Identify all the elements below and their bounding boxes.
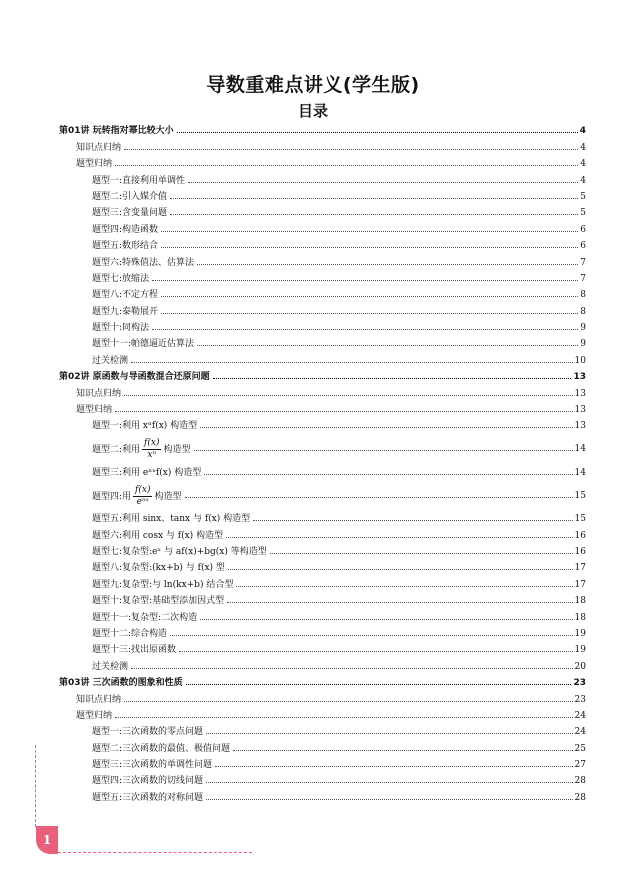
- dot-leader: [215, 766, 573, 767]
- toc-page-number: 4: [580, 175, 586, 186]
- dot-leader: [124, 701, 573, 702]
- toc-entry-label: 第03讲 三次函数的图象和性质: [59, 678, 183, 689]
- toc-page-number: 23: [573, 678, 586, 689]
- dot-leader: [227, 602, 572, 603]
- toc-entry[interactable]: [59, 524, 586, 540]
- dot-leader: [188, 182, 578, 183]
- toc-entry[interactable]: [59, 573, 586, 589]
- toc-entry[interactable]: [59, 606, 586, 622]
- dot-leader: [236, 586, 572, 587]
- toc-entry[interactable]: [59, 557, 586, 573]
- toc-entry-label: 题型五:三次函数的对称问题: [92, 792, 204, 803]
- toc-page-number: 19: [574, 628, 586, 639]
- dot-leader: [185, 497, 573, 498]
- dot-leader: [233, 750, 573, 751]
- toc-entry-label: 题型一:三次函数的零点问题: [92, 727, 204, 738]
- toc-entry[interactable]: [59, 317, 586, 333]
- toc-entry-label: 题型十二:综合构造: [92, 628, 168, 639]
- dot-leader: [124, 149, 578, 150]
- toc-page-number: 14: [574, 467, 586, 478]
- toc-entry-label: 题型八:复杂型:(kx+b) 与 f(x) 型: [92, 563, 225, 574]
- dot-leader: [115, 411, 573, 412]
- toc-page-number: 4: [579, 126, 586, 137]
- toc-entry[interactable]: [59, 623, 586, 639]
- dot-leader: [115, 717, 573, 718]
- fraction: $\frac{f(x)}{\text{eⁿˣ}}$: [135, 484, 151, 507]
- page-border-decoration: [58, 852, 252, 853]
- toc-page-number: 8: [580, 290, 586, 301]
- toc-page-number: 5: [580, 208, 586, 219]
- dot-leader: [206, 782, 573, 783]
- dot-leader: [179, 651, 573, 652]
- toc-chapter[interactable]: [59, 120, 586, 136]
- toc-entry-label: 过关检测: [92, 661, 129, 672]
- toc-entry[interactable]: [59, 399, 586, 415]
- toc-entry[interactable]: [59, 461, 586, 477]
- toc-entry-label: 题型四:构造函数: [92, 224, 159, 235]
- toc-entry-label: 题型一:利用 xⁿf(x) 构造型: [92, 421, 198, 432]
- toc-page-number: 17: [574, 579, 586, 590]
- toc-page-number: 28: [574, 792, 586, 803]
- toc-entry-label: 题型七:复杂型:eˣ 与 af(x)+bg(x) 等构造型: [92, 546, 267, 557]
- toc-heading: 目录: [297, 102, 328, 120]
- toc-entry[interactable]: [59, 786, 586, 802]
- toc-chapter[interactable]: [59, 672, 586, 688]
- toc-page-number: 16: [574, 530, 586, 541]
- toc-entry-label: 题型四:用 $\frac{f(x)}{\text{eⁿˣ}}$ 构造型: [92, 484, 182, 507]
- dot-leader: [124, 395, 573, 396]
- toc-entry-label: 题型三:三次函数的单调性问题: [92, 760, 213, 771]
- toc-entry-label: 题型七:放缩法: [92, 273, 150, 284]
- dot-leader: [253, 520, 572, 521]
- dot-leader: [228, 569, 573, 570]
- dot-leader: [226, 537, 572, 538]
- toc-entry[interactable]: [59, 186, 586, 202]
- dot-leader: [152, 280, 578, 281]
- dot-leader: [206, 733, 573, 734]
- toc-page-number: 7: [580, 257, 586, 268]
- toc-entry-label: 知识点归纳: [76, 694, 122, 705]
- toc-entry[interactable]: [59, 218, 586, 234]
- toc-entry[interactable]: [59, 478, 586, 508]
- toc-page-number: 24: [574, 727, 586, 738]
- toc-page-number: 20: [574, 661, 586, 672]
- toc-page-number: 7: [580, 273, 586, 284]
- toc-chapter[interactable]: [59, 366, 586, 382]
- dot-leader: [131, 668, 573, 669]
- toc-entry-label: 题型十一:帕德逼近估算法: [92, 339, 195, 350]
- toc-entry-label: 题型三:含变量问题: [92, 208, 168, 219]
- toc-page-number: 13: [574, 421, 586, 432]
- toc-entry[interactable]: [59, 268, 586, 284]
- toc-page-number: 10: [574, 355, 586, 366]
- toc-entry[interactable]: [59, 333, 586, 349]
- dot-leader: [197, 264, 578, 265]
- dot-leader: [197, 345, 578, 346]
- toc-page-number: 13: [574, 405, 586, 416]
- toc-page-number: 13: [574, 388, 586, 399]
- toc-entry[interactable]: [59, 721, 586, 737]
- toc-entry[interactable]: [59, 153, 586, 169]
- toc-entry-label: 题型六:利用 cosx 与 f(x) 构造型: [92, 530, 224, 541]
- toc-entry[interactable]: [59, 136, 586, 152]
- toc-entry-label: 题型归纳: [76, 710, 113, 721]
- toc-entry[interactable]: [59, 251, 586, 267]
- toc-entry[interactable]: [59, 705, 586, 721]
- toc-entry-label: 题型五:利用 sinx、tanx 与 f(x) 构造型: [92, 514, 251, 525]
- toc-entry[interactable]: [59, 737, 586, 753]
- dot-leader: [170, 198, 578, 199]
- toc-page-number: 5: [580, 191, 586, 202]
- toc-entry-label: 题型二:引入媒介值: [92, 191, 168, 202]
- dot-leader: [206, 799, 573, 800]
- dot-leader: [131, 362, 573, 363]
- page-border-decoration: [35, 745, 36, 827]
- toc-entry[interactable]: [59, 169, 586, 185]
- toc-entry[interactable]: [59, 202, 586, 218]
- toc-entry[interactable]: [59, 541, 586, 557]
- toc-entry[interactable]: [59, 655, 586, 671]
- toc-entry[interactable]: [59, 235, 586, 251]
- toc-entry-label: 题型十:复杂型:基础型添加因式型: [92, 596, 225, 607]
- document-title: 导数重难点讲义(学生版): [206, 74, 420, 96]
- toc-entry-label: 题型二:利用 $\frac{f(x)}{\text{xⁿ}}$ 构造型: [92, 438, 191, 461]
- toc-entry[interactable]: [59, 300, 586, 316]
- dot-leader: [270, 553, 573, 554]
- toc-entry-label: 题型十一:复杂型:二次构造: [92, 612, 198, 623]
- toc-page-number: 25: [574, 743, 586, 754]
- dot-leader: [177, 132, 578, 133]
- toc-entry-label: 题型六:特殊值法、估算法: [92, 257, 195, 268]
- toc-page-number: 14: [574, 444, 586, 455]
- toc-entry[interactable]: [59, 754, 586, 770]
- toc-page-number: 19: [574, 645, 586, 656]
- toc-entry[interactable]: [59, 349, 586, 365]
- toc-page-number: 16: [574, 546, 586, 557]
- toc-page-number: 8: [580, 306, 586, 317]
- toc-entry[interactable]: [59, 639, 586, 655]
- toc-entry-label: 题型二:三次函数的最值、极值问题: [92, 743, 231, 754]
- dot-leader: [161, 231, 578, 232]
- toc-entry[interactable]: [59, 382, 586, 398]
- toc-page-number: 9: [580, 339, 586, 350]
- toc-page-number: 4: [580, 159, 586, 170]
- dot-leader: [194, 450, 573, 451]
- toc-entry-label: 过关检测: [92, 355, 129, 366]
- toc-entry-label: 题型五:数形结合: [92, 241, 159, 252]
- toc-page-number: 6: [580, 224, 586, 235]
- toc-page-number: 28: [574, 776, 586, 787]
- toc-entry[interactable]: [59, 590, 586, 606]
- toc-entry[interactable]: [59, 284, 586, 300]
- dot-leader: [213, 378, 572, 379]
- toc-entry[interactable]: [59, 431, 586, 461]
- dot-leader: [204, 474, 572, 475]
- toc-entry-label: 题型归纳: [76, 159, 113, 170]
- toc-page-number: 4: [580, 142, 586, 153]
- toc-entry[interactable]: [59, 508, 586, 524]
- dot-leader: [115, 165, 578, 166]
- toc-page-number: 6: [580, 241, 586, 252]
- dot-leader: [186, 684, 572, 685]
- toc-entry-label: 题型十三:找出原函数: [92, 645, 177, 656]
- toc-page-number: 23: [574, 694, 586, 705]
- toc-entry-label: 题型归纳: [76, 405, 113, 416]
- toc-entry[interactable]: [59, 688, 586, 704]
- toc-page-number: 27: [574, 760, 586, 771]
- dot-leader: [152, 329, 578, 330]
- toc-page-number: 15: [574, 490, 586, 501]
- dot-leader: [170, 635, 573, 636]
- fraction: $\frac{f(x)}{\text{xⁿ}}$: [144, 438, 160, 461]
- toc-page-number: 9: [580, 323, 586, 334]
- table-of-contents: [59, 120, 586, 803]
- toc-entry[interactable]: [59, 415, 586, 431]
- toc-entry-label: 题型三:利用 eⁿˣf(x) 构造型: [92, 467, 202, 478]
- toc-entry-label: 题型十:同构法: [92, 323, 150, 334]
- dot-leader: [161, 313, 578, 314]
- toc-entry-label: 第01讲 玩转指对幂比较大小: [59, 126, 174, 137]
- dot-leader: [200, 427, 572, 428]
- toc-entry-label: 题型一:直接利用单调性: [92, 175, 186, 186]
- toc-entry-label: 知识点归纳: [76, 142, 122, 153]
- toc-page-number: 18: [574, 596, 586, 607]
- dot-leader: [200, 619, 572, 620]
- toc-entry-label: 题型九:复杂型:与 ln(kx+b) 结合型: [92, 579, 234, 590]
- toc-entry-label: 知识点归纳: [76, 388, 122, 399]
- toc-entry-label: 题型四:三次函数的切线问题: [92, 776, 204, 787]
- toc-page-number: 13: [573, 372, 586, 383]
- toc-entry-label: 题型九:泰勒展开: [92, 306, 159, 317]
- toc-page-number: 15: [574, 514, 586, 525]
- dot-leader: [161, 247, 578, 248]
- toc-entry-label: 题型八:不定方程: [92, 290, 159, 301]
- toc-entry[interactable]: [59, 770, 586, 786]
- page-number-badge: 1: [36, 826, 58, 854]
- toc-page-number: 18: [574, 612, 586, 623]
- dot-leader: [170, 214, 578, 215]
- dot-leader: [161, 296, 578, 297]
- toc-entry-label: 第02讲 原函数与导函数混合还原问题: [59, 372, 210, 383]
- toc-page-number: 24: [574, 710, 586, 721]
- toc-page-number: 17: [574, 563, 586, 574]
